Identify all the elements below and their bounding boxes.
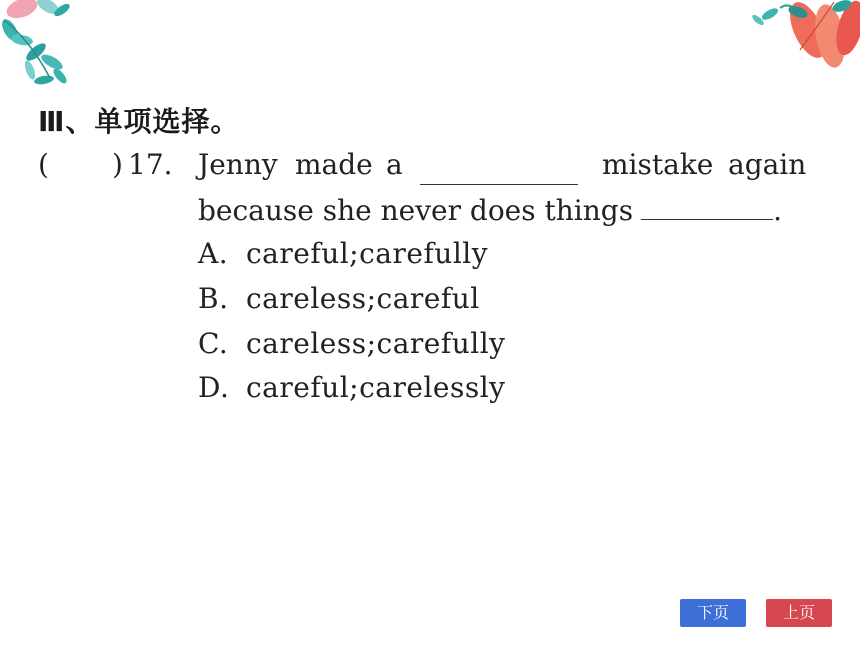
question-word: a [386,148,403,181]
answer-paren-close: ) [112,148,123,181]
answer-blank-2 [641,193,773,220]
answer-paren-open: ( [38,148,49,181]
section-heading: Ⅲ、单项选择。 [38,105,240,138]
option-letter: D. [198,371,230,404]
next-page-button[interactable]: 下页 [680,599,746,627]
option-letter: A. [198,237,229,270]
option-text: careful;carefully [246,237,489,270]
question-line-2 [198,193,782,227]
option-letter: C. [198,327,229,360]
question-word: made [295,148,373,181]
leaf-decoration-top-right [730,0,860,70]
option-text: careful;carelessly [246,371,506,404]
option-letter: B. [198,282,229,315]
option-d [198,371,505,404]
answer-blank-1 [420,184,578,185]
question-word: Jenny [198,148,278,181]
option-c [198,327,505,360]
leaf-decoration-top-left [0,0,90,95]
question-word: again [728,148,807,181]
option-b [198,282,480,315]
question-word: mistake [602,148,714,181]
option-text: careless;carefully [246,327,506,360]
question-period: . [773,194,782,227]
question-text: because she never does things [198,194,634,227]
previous-page-button[interactable]: 上页 [766,599,832,627]
option-text: careless;careful [246,282,480,315]
question-number: 17. [128,148,173,181]
question-line-1 [198,148,807,188]
option-a [198,237,488,270]
